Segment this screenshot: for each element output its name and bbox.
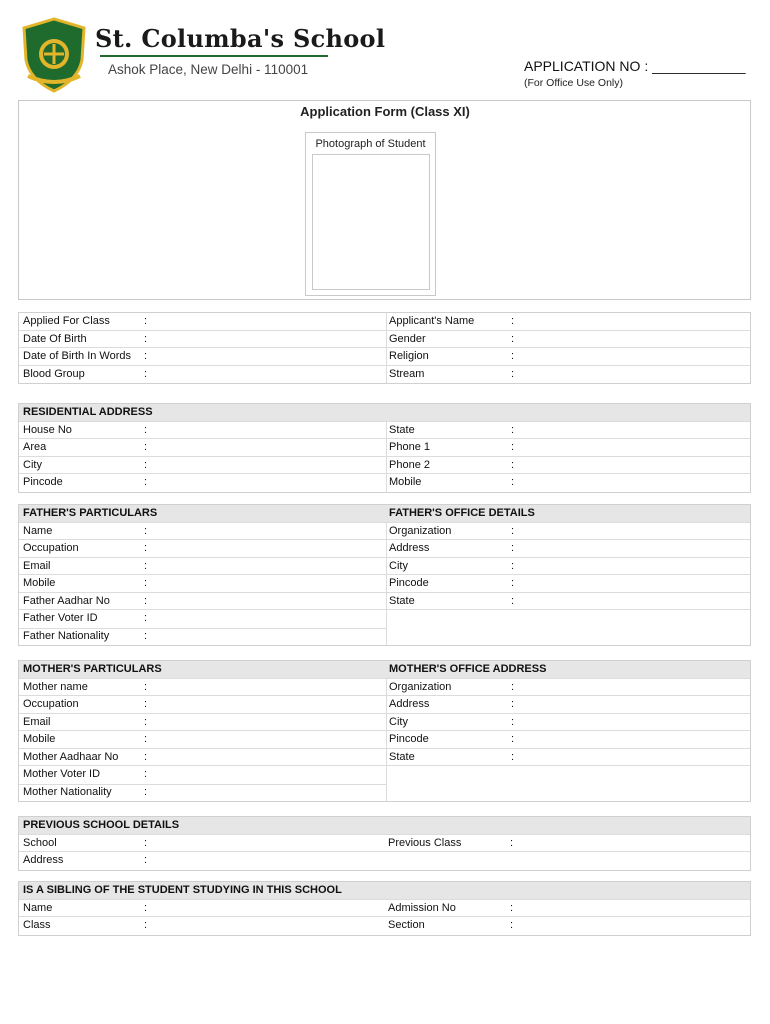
- field-colon: :: [144, 350, 148, 362]
- photo-box: [305, 132, 436, 296]
- form-row: [19, 313, 750, 331]
- field-colon: :: [144, 315, 148, 327]
- field-label: Section: [388, 919, 425, 931]
- field-label: Blood Group: [23, 367, 85, 380]
- field-label: Pincode: [23, 476, 63, 488]
- field-colon: :: [144, 458, 148, 471]
- field-label: Organization: [389, 680, 452, 693]
- field-colon: :: [144, 698, 148, 710]
- residential-address-section: [18, 403, 751, 493]
- field-colon: :: [144, 332, 148, 345]
- form-row: [19, 852, 750, 870]
- field-colon: :: [144, 367, 148, 380]
- section-heading: PREVIOUS SCHOOL DETAILS: [23, 819, 180, 831]
- field-colon: :: [511, 367, 515, 380]
- section-heading: IS A SIBLING OF THE STUDENT STUDYING IN THIS SCHOOL: [23, 884, 342, 896]
- section-header: [19, 882, 750, 900]
- field-label: City: [389, 715, 408, 728]
- field-colon: :: [511, 476, 515, 488]
- field-label: Applied For Class: [23, 315, 110, 327]
- field-colon: :: [144, 901, 148, 914]
- field-label: Applicant's Name: [389, 315, 475, 327]
- school-crest-logo: [18, 16, 90, 94]
- field-label: Father Nationality: [23, 629, 110, 642]
- form-row: [19, 696, 750, 714]
- field-colon: :: [144, 441, 148, 453]
- field-label: Area: [23, 441, 47, 453]
- field-colon: :: [144, 594, 148, 607]
- form-row: [19, 558, 750, 576]
- field-colon: :: [144, 680, 148, 693]
- field-colon: :: [144, 542, 148, 554]
- field-label: Mother Voter ID: [23, 768, 101, 780]
- sibling-section: [18, 881, 751, 936]
- form-row: [19, 628, 750, 646]
- section-heading: RESIDENTIAL ADDRESS: [23, 406, 153, 418]
- field-label: House No: [23, 423, 72, 436]
- form-row: [19, 593, 750, 611]
- field-colon: :: [511, 559, 515, 572]
- field-colon: :: [144, 476, 148, 488]
- field-label: State: [389, 750, 415, 763]
- field-colon: :: [510, 901, 514, 914]
- field-label: Occupation: [23, 698, 79, 710]
- field-label: Pincode: [389, 577, 429, 589]
- form-row: [19, 366, 750, 384]
- field-label: Mother name: [23, 680, 88, 693]
- field-colon: :: [144, 577, 148, 589]
- section-heading: MOTHER'S OFFICE ADDRESS: [389, 663, 547, 675]
- field-colon: :: [511, 733, 515, 745]
- school-name-underline: [100, 55, 328, 57]
- field-label: Admission No: [388, 901, 456, 914]
- field-label: Occupation: [23, 542, 79, 554]
- field-colon: :: [511, 423, 515, 436]
- field-label: Mother Aadhaar No: [23, 750, 119, 763]
- field-label: Address: [389, 542, 430, 554]
- field-label: State: [389, 594, 415, 607]
- field-label: Religion: [389, 350, 429, 362]
- field-colon: :: [511, 458, 515, 471]
- field-label: Date Of Birth: [23, 332, 87, 345]
- field-label: Name: [23, 524, 53, 537]
- section-heading: FATHER'S OFFICE DETAILS: [389, 507, 535, 519]
- field-label: Mobile: [389, 476, 422, 488]
- field-colon: :: [511, 315, 515, 327]
- field-label: Mobile: [23, 577, 56, 589]
- form-row: [19, 900, 750, 918]
- school-name: St. Columba's School: [95, 24, 386, 53]
- mother-particulars-section: [18, 660, 751, 802]
- form-row: [19, 917, 750, 935]
- field-colon: :: [511, 750, 515, 763]
- section-header: [19, 661, 750, 679]
- field-colon: :: [144, 733, 148, 745]
- father-particulars-section: [18, 504, 751, 646]
- field-label: School: [23, 836, 57, 849]
- field-colon: :: [511, 594, 515, 607]
- field-label: Gender: [389, 332, 426, 345]
- section-header: [19, 404, 750, 422]
- field-colon: :: [511, 542, 515, 554]
- field-colon: :: [144, 612, 148, 624]
- school-address: Ashok Place, New Delhi - 110001: [108, 62, 309, 77]
- field-label: Date of Birth In Words: [23, 350, 132, 362]
- field-label: Father Voter ID: [23, 612, 98, 624]
- section-heading: FATHER'S PARTICULARS: [23, 507, 158, 519]
- field-colon: :: [511, 698, 515, 710]
- application-number-label: APPLICATION NO : ____________: [524, 58, 746, 74]
- basic-details-section: [18, 312, 751, 384]
- field-label: Email: [23, 559, 51, 572]
- field-colon: :: [144, 423, 148, 436]
- section-header: [19, 505, 750, 523]
- form-row: [19, 457, 750, 475]
- field-colon: :: [144, 854, 148, 866]
- form-row: [19, 610, 750, 628]
- form-row: [19, 784, 750, 802]
- photo-placeholder[interactable]: [312, 154, 430, 290]
- field-label: Father Aadhar No: [23, 594, 110, 607]
- form-title: Application Form (Class XI): [300, 104, 470, 119]
- photo-label: Photograph of Student: [315, 138, 426, 150]
- field-colon: :: [511, 680, 515, 693]
- field-colon: :: [144, 629, 148, 642]
- field-label: City: [389, 559, 408, 572]
- field-colon: :: [511, 332, 515, 345]
- field-label: Previous Class: [388, 836, 462, 849]
- field-colon: :: [511, 577, 515, 589]
- field-label: Phone 2: [389, 458, 430, 471]
- field-label: Name: [23, 901, 53, 914]
- field-label: State: [389, 423, 415, 436]
- form-row: [19, 523, 750, 541]
- field-colon: :: [511, 350, 515, 362]
- field-colon: :: [511, 715, 515, 728]
- field-label: Mobile: [23, 733, 56, 745]
- form-row: [19, 540, 750, 558]
- field-colon: :: [144, 919, 148, 931]
- field-label: Stream: [389, 367, 425, 380]
- previous-school-section: [18, 816, 751, 871]
- form-row: [19, 749, 750, 767]
- field-label: Address: [389, 698, 430, 710]
- form-row: [19, 575, 750, 593]
- field-label: Email: [23, 715, 51, 728]
- field-colon: :: [144, 785, 148, 798]
- form-row: [19, 835, 750, 853]
- field-colon: :: [144, 768, 148, 780]
- field-colon: :: [144, 836, 148, 849]
- field-label: Mother Nationality: [23, 785, 112, 798]
- field-label: Pincode: [389, 733, 429, 745]
- field-label: Class: [23, 919, 51, 931]
- form-row: [19, 766, 750, 784]
- field-colon: :: [511, 441, 515, 453]
- field-colon: :: [511, 524, 515, 537]
- field-label: Phone 1: [389, 441, 430, 453]
- field-colon: :: [510, 836, 514, 849]
- form-row: [19, 331, 750, 349]
- form-row: [19, 439, 750, 457]
- form-row: [19, 714, 750, 732]
- form-row: [19, 348, 750, 366]
- field-colon: :: [144, 559, 148, 572]
- field-colon: :: [144, 750, 148, 763]
- field-colon: :: [144, 524, 148, 537]
- section-heading: MOTHER'S PARTICULARS: [23, 663, 162, 675]
- field-colon: :: [144, 715, 148, 728]
- section-header: [19, 817, 750, 835]
- form-row: [19, 474, 750, 492]
- field-label: Address: [23, 854, 64, 866]
- office-use-note: (For Office Use Only): [524, 77, 623, 89]
- form-row: [19, 422, 750, 440]
- field-colon: :: [510, 919, 514, 931]
- form-row: [19, 679, 750, 697]
- field-label: Organization: [389, 524, 452, 537]
- form-row: [19, 731, 750, 749]
- field-label: City: [23, 458, 42, 471]
